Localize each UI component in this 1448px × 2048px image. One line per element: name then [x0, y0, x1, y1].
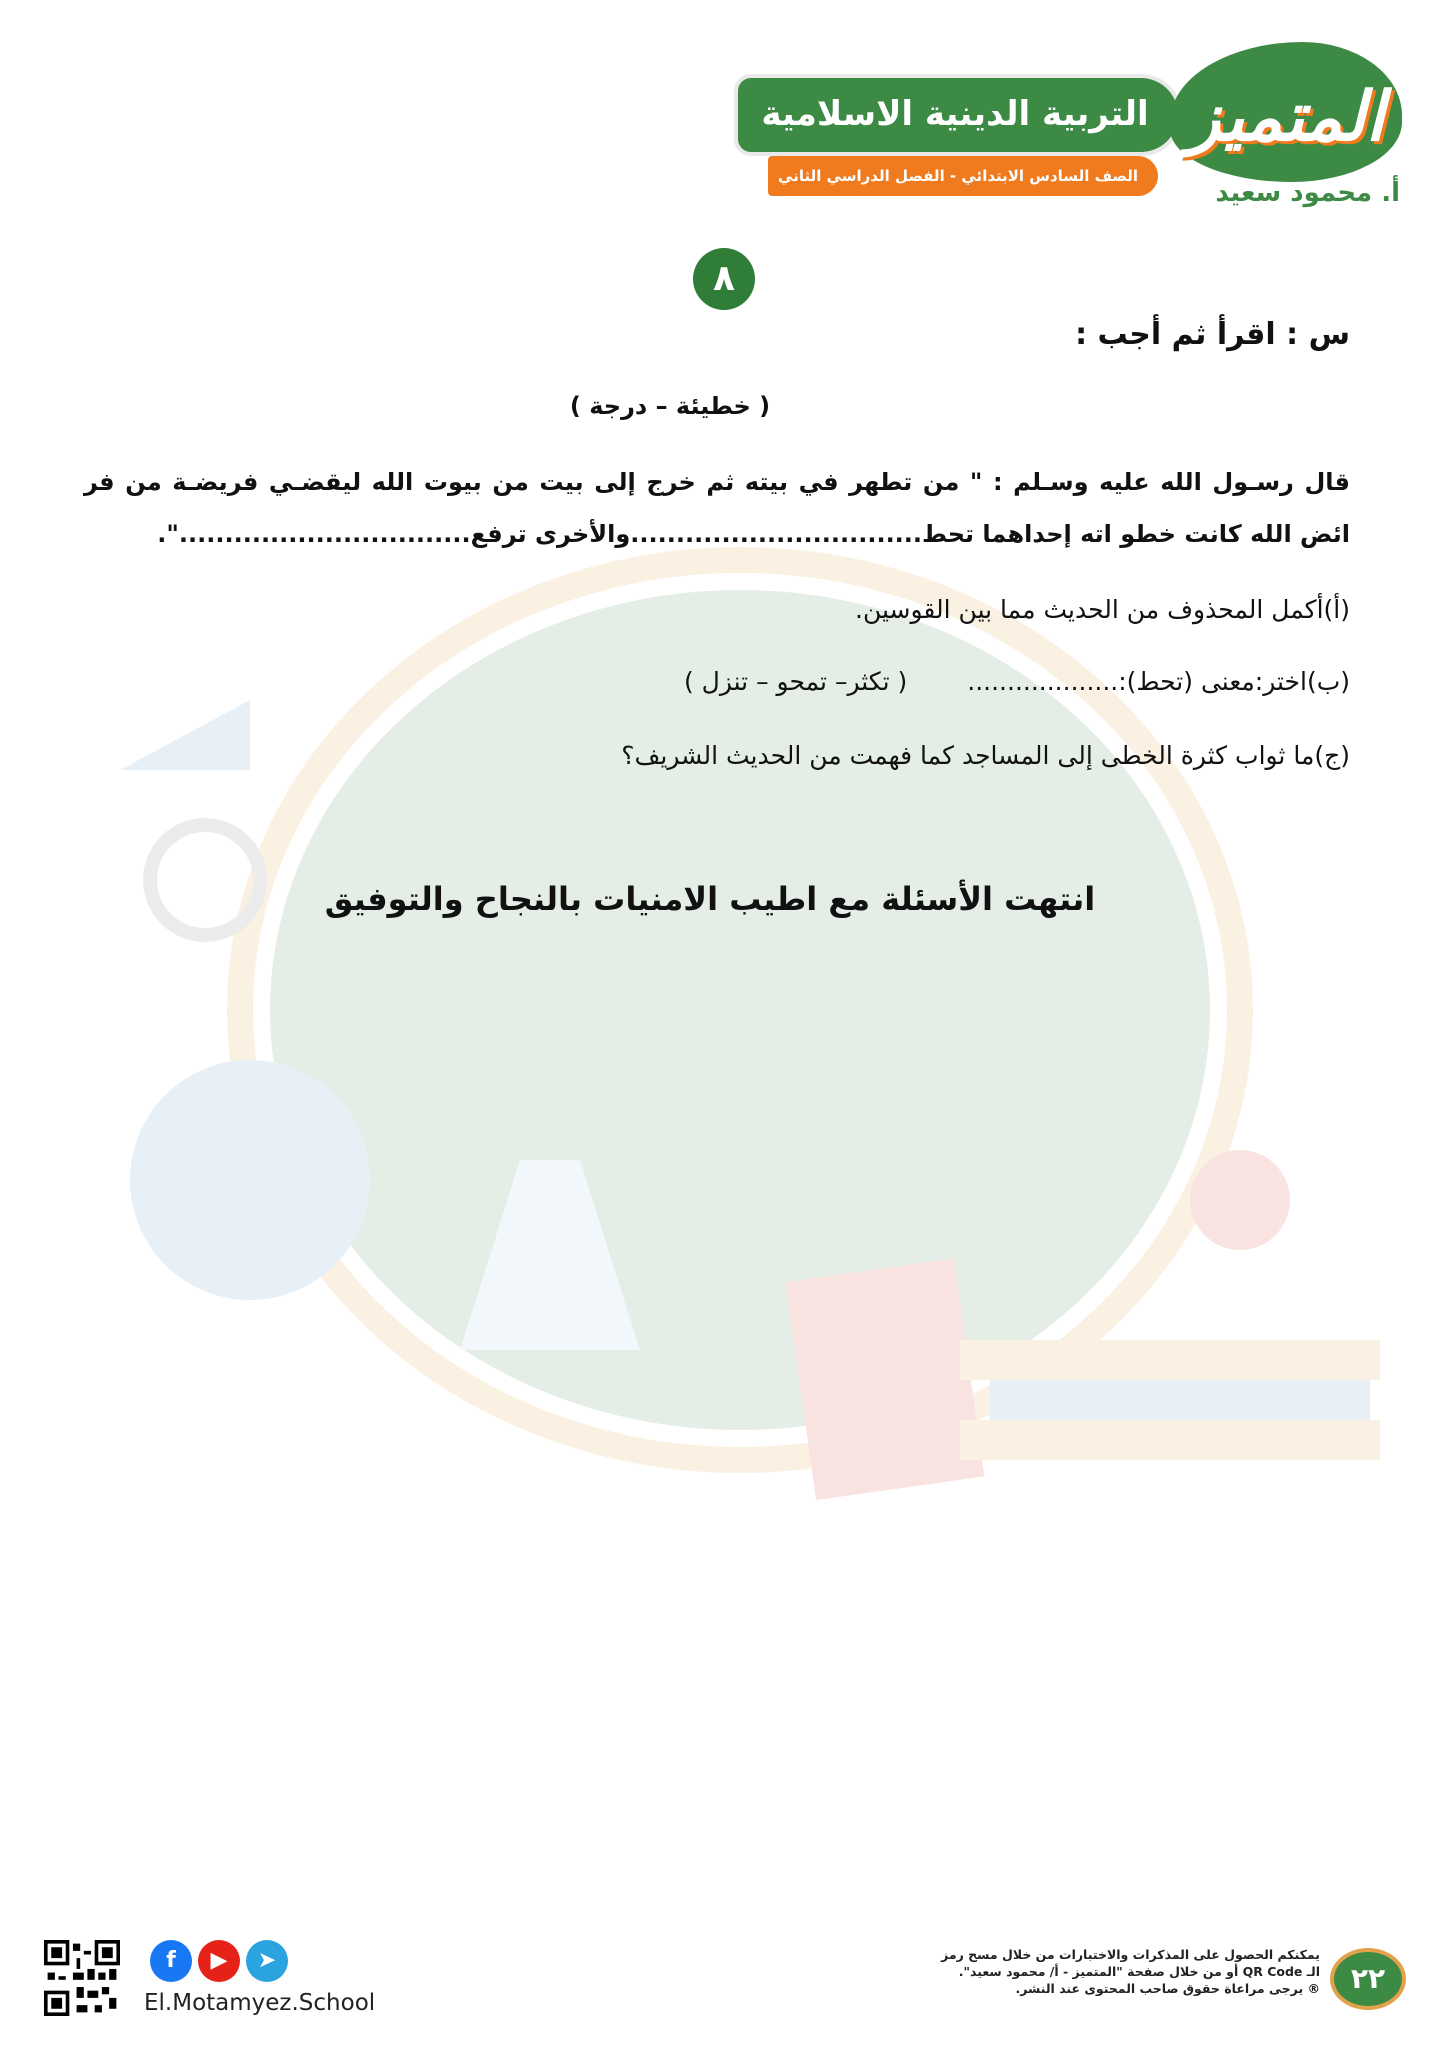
footer-note-line: الـ QR Code أو من خلال صفحة "المتميز - أ/ محمود سعيد". — [958, 1964, 1320, 1979]
author-name: أ. محمود سعيد — [1215, 178, 1400, 208]
telegram-icon[interactable]: ➤ — [246, 1940, 288, 1982]
question-number-badge: ٨ — [693, 248, 755, 310]
question-part-c: (ج)ما ثواب كثرة الخطى إلى المساجد كما فهمت من الحديث الشريف؟ — [621, 741, 1350, 770]
word-choices: ( خطيئة – درجة ) — [569, 392, 771, 420]
question-part-a: (أ)أكمل المحذوف من الحديث مما بين القوسين. — [855, 595, 1350, 624]
hadith-text: قال رسـول الله عليه وسـلم : " من تطهر في بيته ثم خرج إلى بيت من بيوت الله ليقضـي فريضـة من فر ائض الله كانت خطو اته إحداهما تحط................................والأخرى ترفع................................". — [84, 468, 1350, 548]
youtube-icon[interactable]: ▶ — [198, 1940, 240, 1982]
subject-title: التربية الدينية الاسلامية — [761, 94, 1149, 134]
facebook-icon[interactable]: f — [150, 1940, 192, 1982]
brand-logo: المتميز — [1187, 78, 1385, 157]
footer-note — [940, 1946, 1320, 2016]
part-b-options: ( تكثر– تمحو – تنزل ) — [683, 667, 908, 696]
grade-term-text: الصف السادس الابتدائي - الفصل الدراسي الثاني — [778, 167, 1138, 185]
page-number-badge: ٢٢ — [1330, 1948, 1406, 2010]
question-heading: س : اقرأ ثم أجب : — [1075, 317, 1350, 352]
qr-code-icon[interactable] — [44, 1940, 120, 2016]
part-b-prompt: (ب)اختر:معنى (تحط):................... — [967, 667, 1350, 696]
closing-message: انتهت الأسئلة مع اطيب الامنيات بالنجاح والتوفيق — [324, 880, 1096, 918]
website-text[interactable]: El.Motamyez.School — [144, 1990, 376, 2016]
footer-note-line: ® يرجى مراعاة حقوق صاحب المحتوى عند النشر. — [1015, 1981, 1320, 1996]
footer-note-line: يمكنكم الحصول على المذكرات والاختبارات من خلال مسح رمز — [941, 1947, 1320, 1962]
question-part-b — [400, 660, 1350, 704]
